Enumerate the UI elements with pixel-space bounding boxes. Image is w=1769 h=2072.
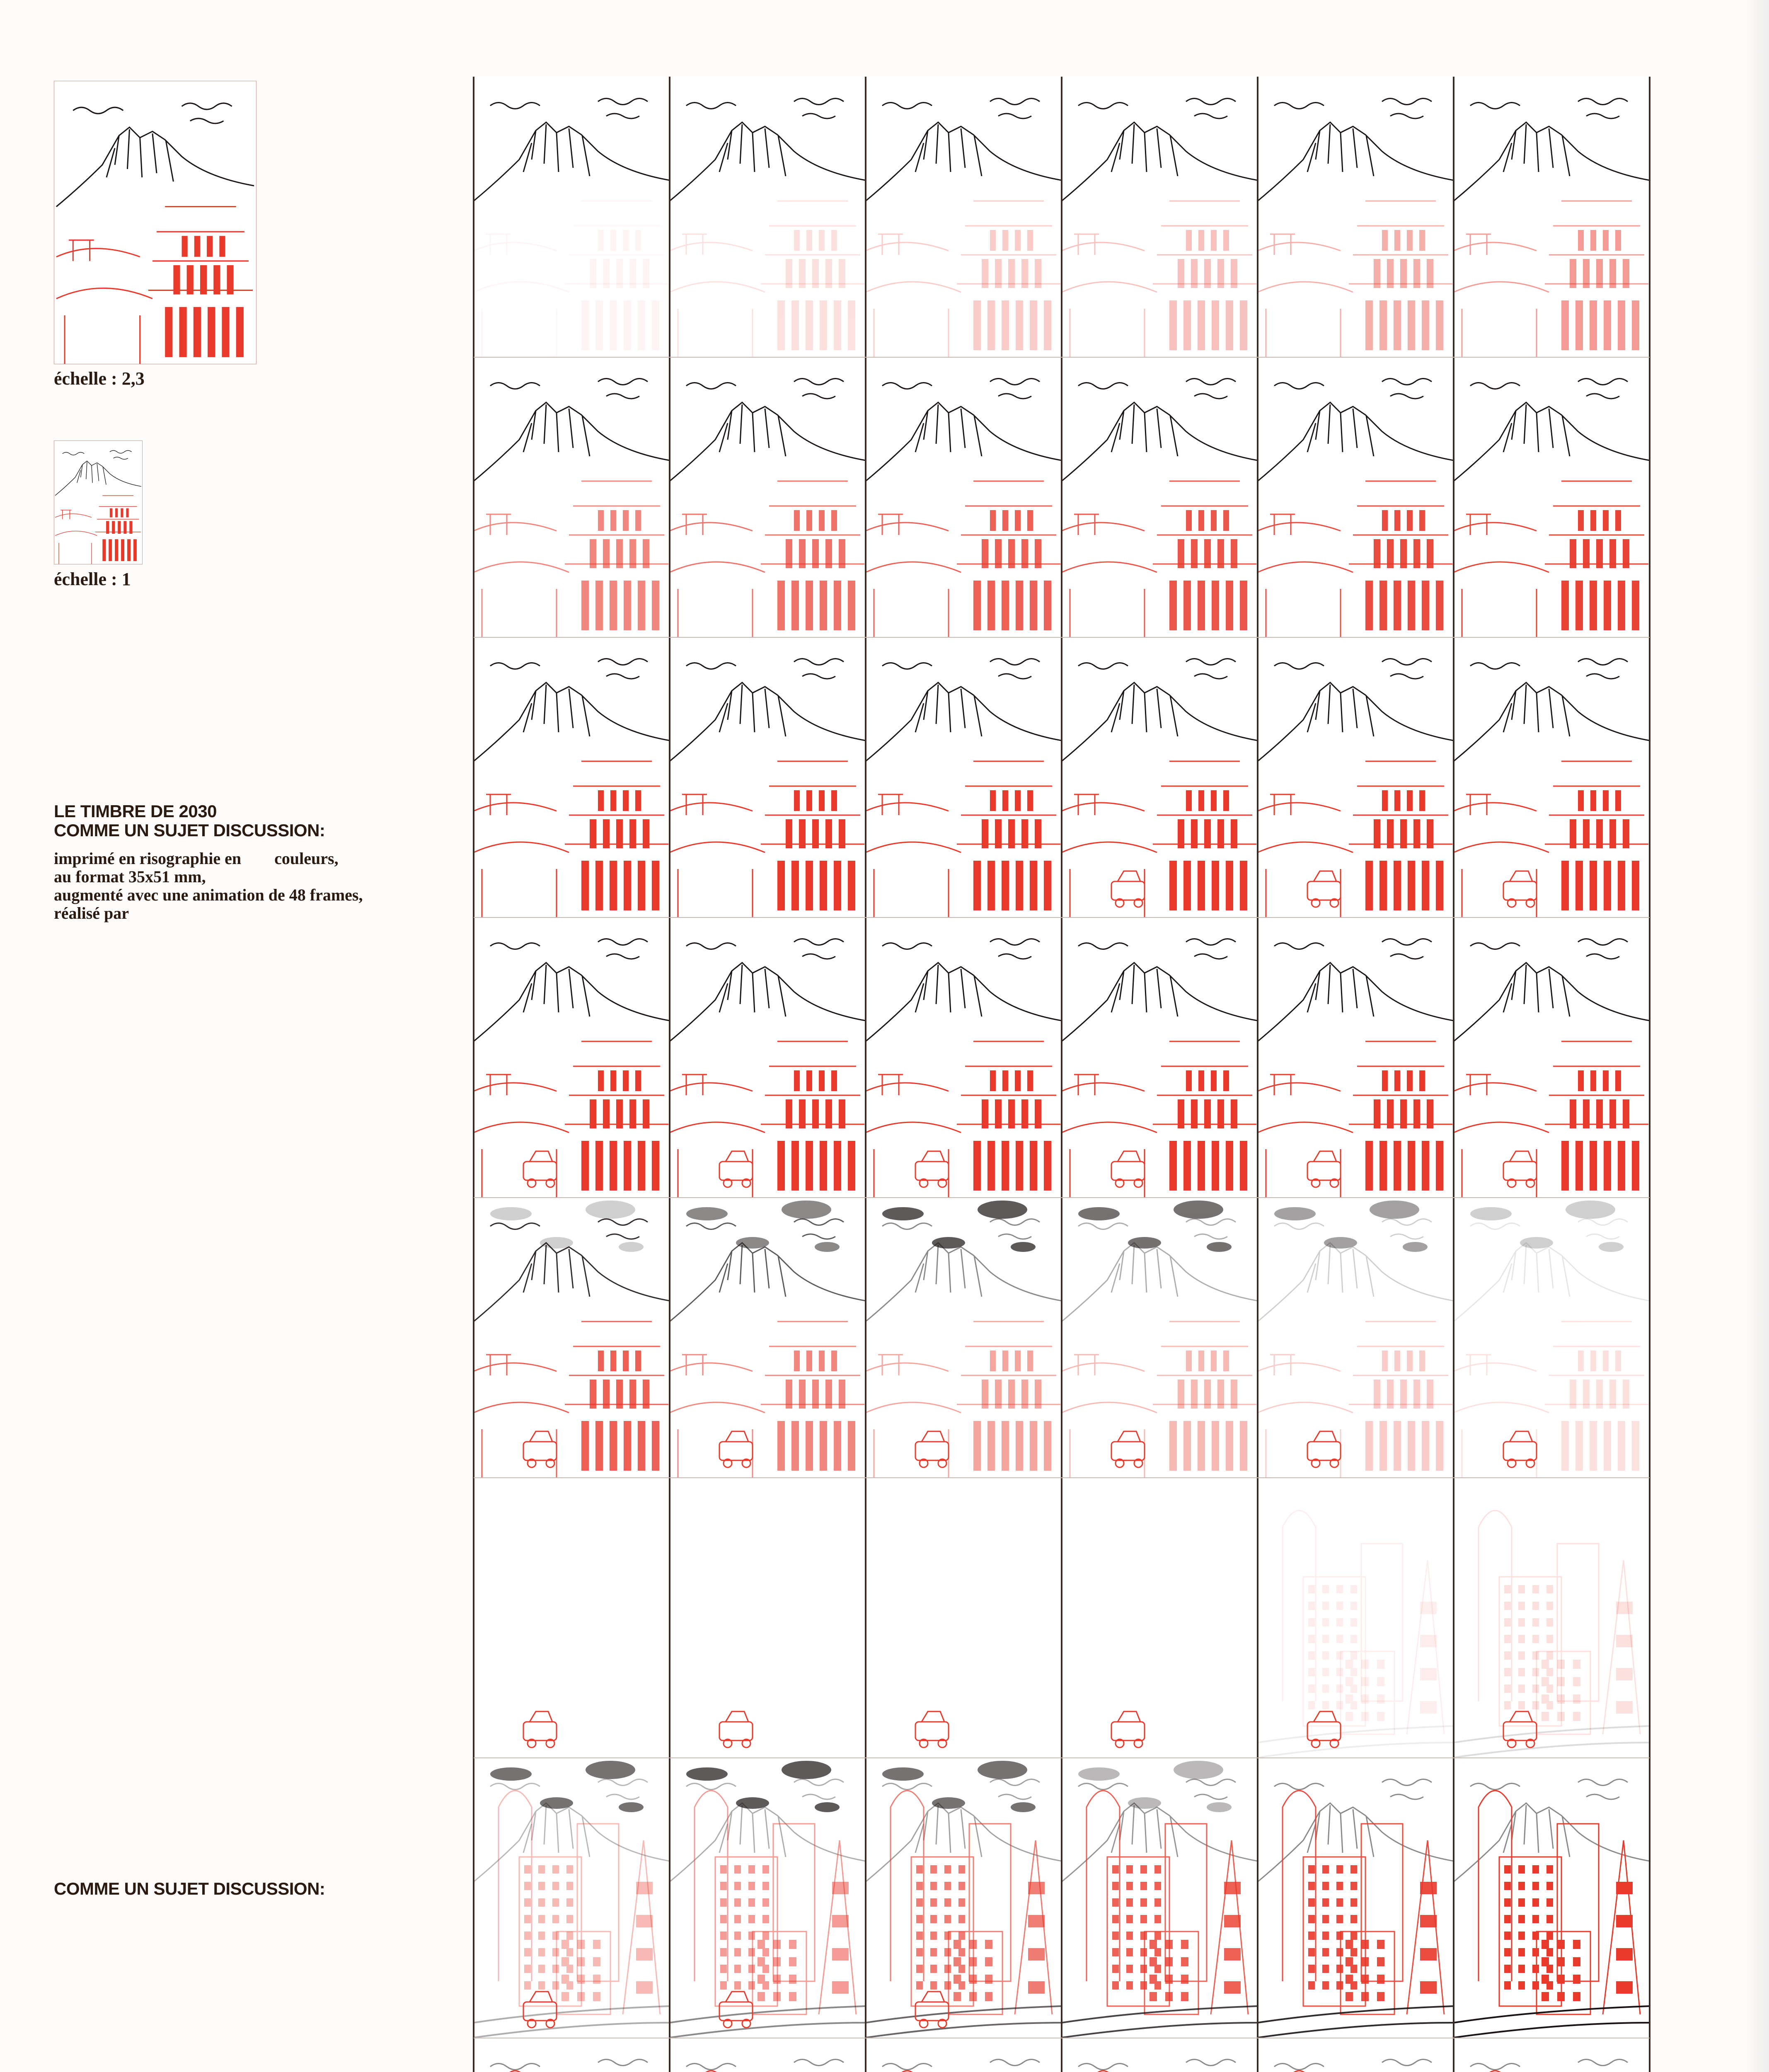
animation-frame bbox=[670, 357, 866, 637]
animation-frame bbox=[866, 917, 1062, 1197]
animation-frame bbox=[474, 77, 670, 357]
animation-frame bbox=[866, 77, 1062, 357]
frame-column-divider bbox=[1649, 77, 1650, 2072]
animation-frame bbox=[1454, 637, 1650, 917]
animation-frame bbox=[1062, 917, 1258, 1197]
animation-frame bbox=[1258, 1477, 1454, 1757]
animation-frame bbox=[474, 917, 670, 1197]
animation-frame bbox=[1258, 1197, 1454, 1477]
stamp-preview-small bbox=[54, 441, 143, 564]
description-line-4: réalisé par bbox=[54, 904, 129, 922]
animation-frame bbox=[866, 357, 1062, 637]
animation-frame bbox=[1258, 1757, 1454, 2038]
frame-column-divider bbox=[865, 77, 866, 2072]
animation-frame bbox=[1258, 2038, 1454, 2072]
animation-frame bbox=[1454, 77, 1650, 357]
animation-frame bbox=[670, 2038, 866, 2072]
animation-frame bbox=[1258, 77, 1454, 357]
project-heading bbox=[54, 802, 427, 840]
animation-frame bbox=[474, 1757, 670, 2038]
animation-frame bbox=[1258, 637, 1454, 917]
animation-frame bbox=[670, 1197, 866, 1477]
animation-frame bbox=[670, 637, 866, 917]
frame-column-divider bbox=[1453, 77, 1454, 2072]
frame-column-divider bbox=[669, 77, 670, 2072]
animation-frame bbox=[474, 2038, 670, 2072]
project-description bbox=[54, 850, 427, 922]
animation-frame bbox=[1454, 1477, 1650, 1757]
heading-line-1: LE TIMBRE DE 2030 bbox=[54, 801, 217, 821]
frame-row-divider bbox=[474, 1757, 1650, 1758]
animation-frame bbox=[1062, 637, 1258, 917]
animation-frame bbox=[866, 1477, 1062, 1757]
animation-frame bbox=[866, 1757, 1062, 2038]
animation-frame bbox=[1258, 357, 1454, 637]
animation-frame bbox=[866, 2038, 1062, 2072]
stamp-preview-large bbox=[54, 81, 257, 364]
frame-row-divider bbox=[474, 637, 1650, 638]
animation-frame bbox=[1454, 2038, 1650, 2072]
animation-frame bbox=[474, 1477, 670, 1757]
description-line-2: au format 35x51 mm, bbox=[54, 867, 206, 886]
animation-frame bbox=[1062, 357, 1258, 637]
heading-line-2: COMME UN SUJET DISCUSSION: bbox=[54, 821, 325, 840]
frame-column-divider bbox=[473, 77, 474, 2072]
section-heading: COMME UN SUJET DISCUSSION: bbox=[54, 1879, 325, 1898]
animation-frame bbox=[474, 357, 670, 637]
animation-frame bbox=[1062, 1757, 1258, 2038]
animation-frame bbox=[474, 637, 670, 917]
animation-frame bbox=[1062, 1197, 1258, 1477]
animation-frame bbox=[1454, 917, 1650, 1197]
animation-frame bbox=[670, 77, 866, 357]
animation-frame bbox=[866, 1197, 1062, 1477]
animation-frame bbox=[474, 1197, 670, 1477]
animation-frame bbox=[670, 1757, 866, 2038]
frame-row-divider bbox=[474, 1477, 1650, 1478]
frame-column-divider bbox=[1061, 77, 1062, 2072]
paper-edge bbox=[1744, 0, 1769, 2072]
frame-column-divider bbox=[1257, 77, 1258, 2072]
animation-frame bbox=[1062, 1477, 1258, 1757]
animation-frame bbox=[1062, 77, 1258, 357]
animation-frame bbox=[866, 637, 1062, 917]
animation-frame bbox=[670, 917, 866, 1197]
description-line-3: augmenté avec une animation de 48 frames, bbox=[54, 886, 363, 904]
frame-row-divider bbox=[474, 357, 1650, 358]
animation-frame bbox=[1258, 917, 1454, 1197]
animation-frame bbox=[670, 1477, 866, 1757]
description-line-1: imprimé en risographie en couleurs, bbox=[54, 849, 339, 868]
frame-row-divider bbox=[474, 917, 1650, 918]
scale-caption-large: échelle : 2,3 bbox=[54, 368, 145, 389]
scale-caption-small: échelle : 1 bbox=[54, 569, 131, 589]
animation-frame bbox=[1454, 1197, 1650, 1477]
frame-row-divider bbox=[474, 1197, 1650, 1198]
animation-frame bbox=[1454, 357, 1650, 637]
animation-frame bbox=[1454, 1757, 1650, 2038]
animation-frame bbox=[1062, 2038, 1258, 2072]
